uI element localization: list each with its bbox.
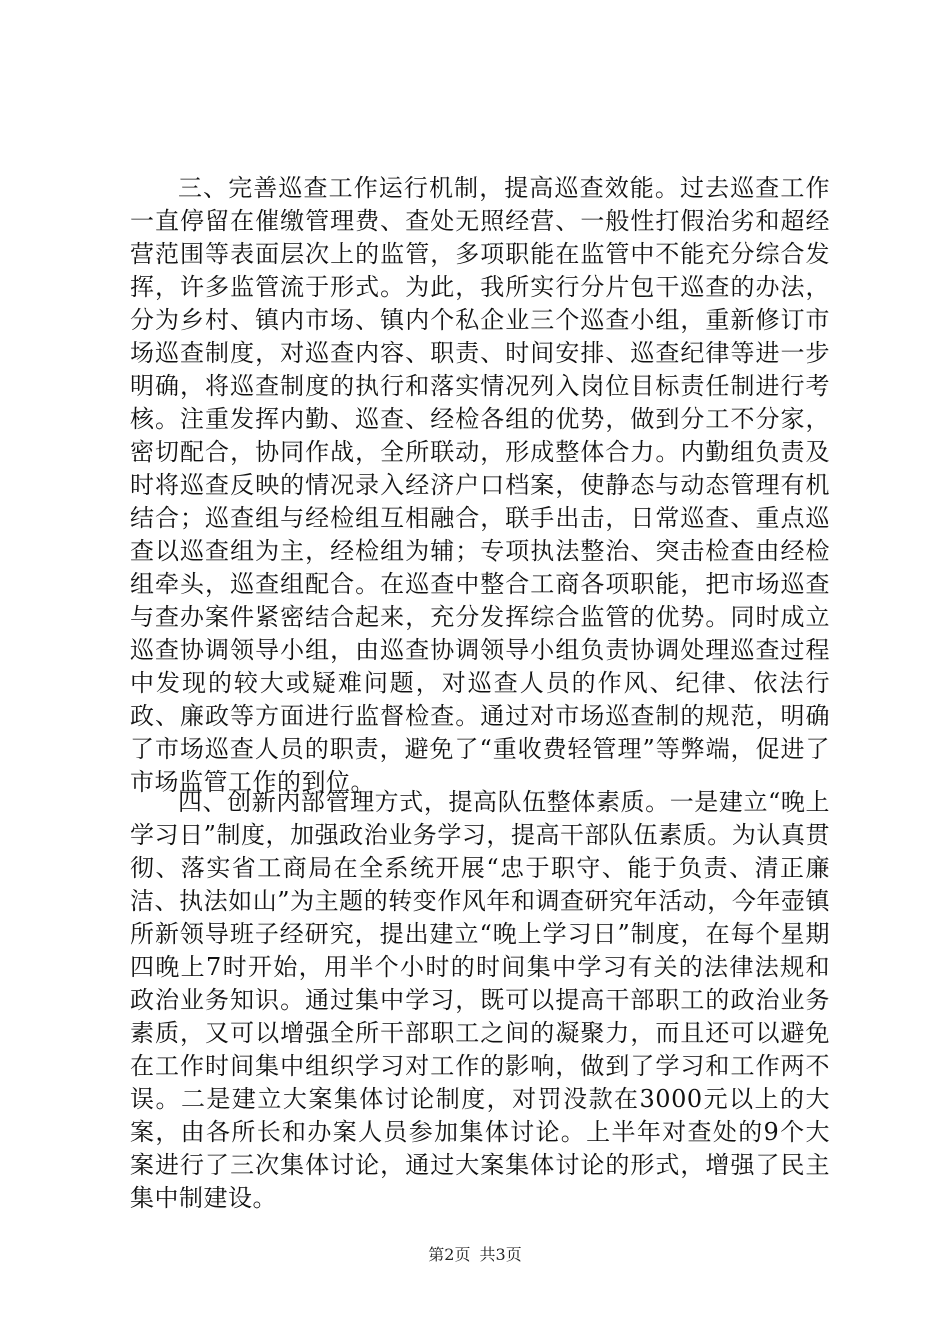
page-total: 共3页	[479, 1245, 522, 1264]
page-footer	[0, 1242, 950, 1265]
paragraph-inspection-mechanism: 三、完善巡查工作运行机制，提高巡查效能。过去巡查工作一直停留在催缴管理费、查处无照经营、一般性打假治劣和超经营范围等表面层次上的监管，多项职能在监管中不能充分综合发挥，许多监管流于形式。为此，我所实行分片包干巡查的办法，分为乡村、镇内市场、镇内个私企业三个巡查小组，重新修订市场巡查制度，对巡查内容、职责、时间安排、巡查纪律等进一步明确，将巡查制度的执行和落实情况列入岗位目标责任制进行考核。注重发挥内勤、巡查、经检各组的优势，做到分工不分家，密切配合，协同作战，全所联动，形成整体合力。内勤组负责及时将巡查反映的情况录入经济户口档案，使静态与动态管理有机结合；巡查组与经检组互相融合，联手出击，日常巡查、重点巡查以巡查组为主，经检组为辅；专项执法整治、突击检查由经检组牵头，巡查组配合。在巡查中整合工商各项职能，把市场巡查与查办案件紧密结合起来，充分发挥综合监管的优势。同时成立巡查协调领导小组，由巡查协调领导小组负责协调处理巡查过程中发现的较大或疑难问题，对巡查人员的作风、纪律、依法行政、廉政等方面进行监督检查。通过对市场巡查制的规范，明确了市场巡查人员的职责，避免了“重收费轻管理”等弊端，促进了市场监管工作的到位。	[130, 174, 830, 796]
paragraph-internal-management: 四、创新内部管理方式，提高队伍整体素质。一是建立“晚上学习日”制度，加强政治业务学习，提高干部队伍素质。为认真贯彻、落实省工商局在全系统开展“忠于职守、能于负责、清正廉洁、执法如山”为主题的转变作风年和调查研究年活动，今年壶镇所新领导班子经研究，提出建立“晚上学习日”制度，在每个星期四晚上7时开始，用半个小时的时间集中学习有关的法律法规和政治业务知识。通过集中学习，既可以提高干部职工的政治业务素质，又可以增强全所干部职工之间的凝聚力，而且还可以避免在工作时间集中组织学习对工作的影响，做到了学习和工作两不误。二是建立大案集体讨论制度，对罚没款在3000元以上的大案，由各所长和办案人员参加集体讨论。上半年对查处的9个大案进行了三次集体讨论，通过大案集体讨论的形式，增强了民主集中制建设。	[130, 788, 830, 1212]
page-number: 第2页	[428, 1245, 471, 1264]
